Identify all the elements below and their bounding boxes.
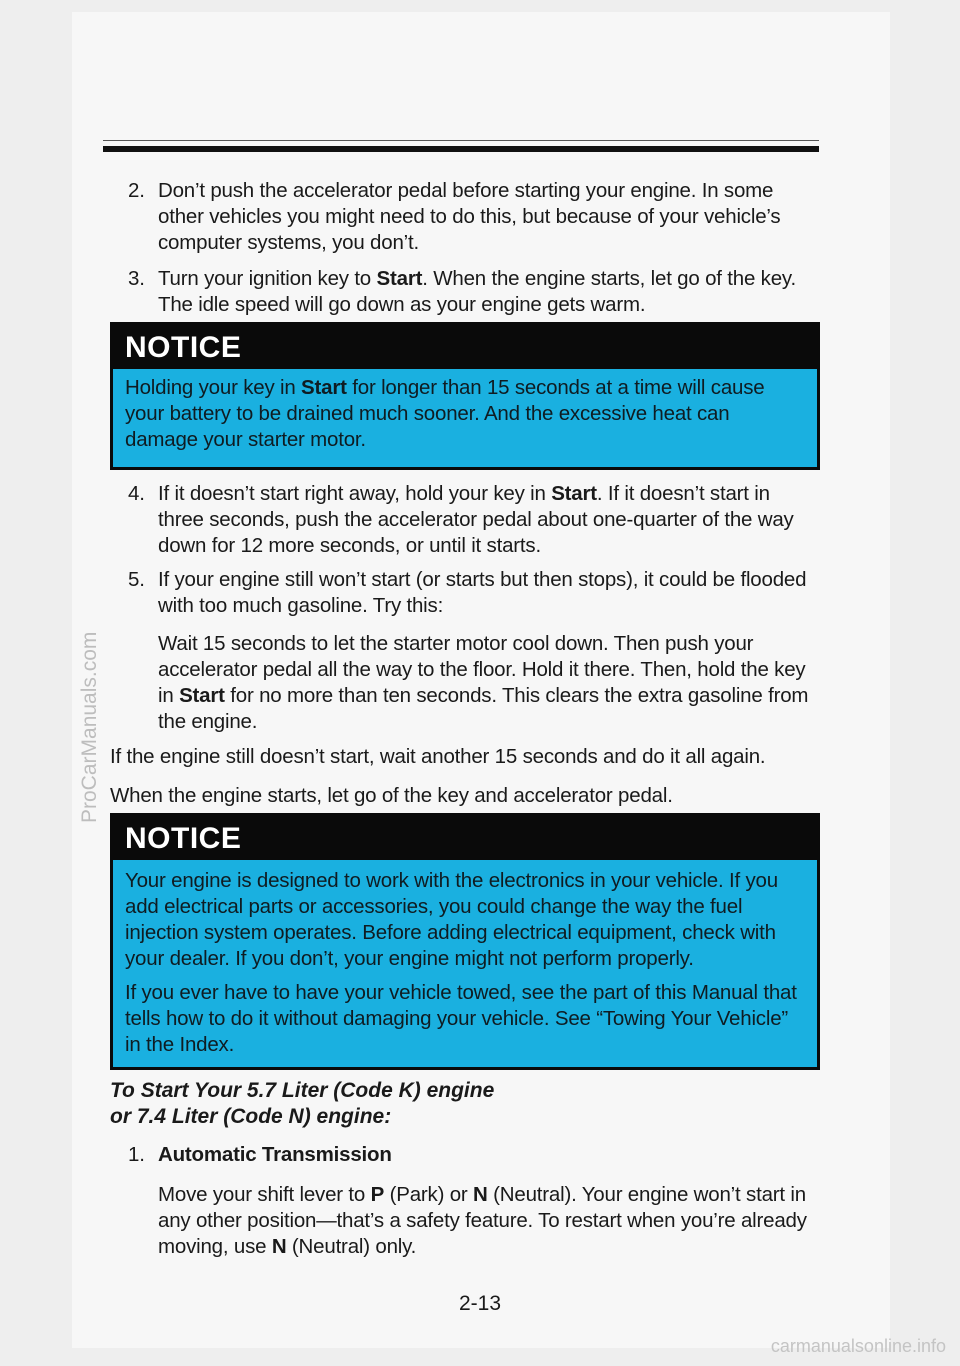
- step-text: Don’t push the accelerator pedal before starting your engine. In some other vehicles you might need to do this, but because of your vehicle’s computer systems, you don’t.: [158, 179, 781, 254]
- notice-title: NOTICE: [113, 816, 817, 860]
- watermark-bottom: carmanualsonline.info: [770, 1336, 946, 1356]
- paragraph-try-again: If the engine still doesn’t start, wait another 15 seconds and do it all again.: [110, 745, 766, 768]
- header-rule: [103, 146, 819, 152]
- section-heading: [110, 1078, 494, 1130]
- paragraph-when-starts: When the engine starts, let go of the key and accelerator pedal.: [110, 784, 673, 807]
- step-text: [158, 481, 818, 559]
- keyword-start: Start: [376, 267, 423, 290]
- step-number: 4.: [128, 482, 145, 505]
- text-run: Wait 15 seconds to let the starter motor cool down. Then push your accelerator pedal all the way to the floor. Hold it there. Then, hold the key in: [158, 632, 806, 707]
- step-title: Automatic Transmission: [158, 1143, 392, 1166]
- keyword-start: Start: [301, 376, 347, 399]
- heading-line: or 7.4 Liter (Code N) engine:: [110, 1105, 392, 1128]
- text-run: (Neutral). Your engine won’t start in any other position—that’s a safety feature. To restart when you’re already moving, use: [158, 1183, 807, 1258]
- step-text: [158, 1182, 818, 1260]
- text-run: If it doesn’t start right away, hold your key in: [158, 482, 552, 505]
- keyword-start: Start: [179, 684, 225, 707]
- notice-box-battery: [110, 322, 820, 470]
- keyword-start: Start: [551, 482, 597, 505]
- notice-body: [113, 369, 817, 459]
- notice-paragraph: Your engine is designed to work with the electronics in your vehicle. If you add electrical parts or accessories, you could change the way the fuel injection system operates. Before adding electrical equipment, check with your dealer. If you don’t, your engine might not perform properly.: [125, 869, 778, 970]
- step-number: 1.: [128, 1143, 145, 1166]
- page-number: 2-13: [458, 1292, 502, 1315]
- step-number: 5.: [128, 568, 145, 591]
- notice-body: [113, 860, 817, 1064]
- step-3: [128, 266, 818, 318]
- step-number: 3.: [128, 267, 145, 290]
- step-5: [128, 567, 818, 735]
- watermark-side: ProCarManuals.com: [78, 631, 101, 823]
- text-run: Turn your ignition key to: [158, 267, 377, 290]
- step-4: [128, 481, 818, 559]
- step-number: 2.: [128, 179, 145, 202]
- text-run: for no more than ten seconds. This clears the extra gasoline from the engine.: [158, 684, 809, 733]
- text-run: for longer than 15 seconds at a time will cause your battery to be drained much sooner. And the excessive heat can damage your starter motor.: [125, 376, 765, 451]
- notice-box-electronics: [110, 813, 820, 1070]
- text-run: . When the engine starts, let go of the key. The idle speed will go down as your engine gets warm.: [158, 267, 796, 316]
- notice-paragraph: If you ever have to have your vehicle towed, see the part of this Manual that tells how to do it without damaging your vehicle. See “Towing Your Vehicle” in the Index.: [125, 981, 797, 1056]
- heading-line: To Start Your 5.7 Liter (Code K) engine: [110, 1079, 495, 1102]
- step-subtext: [158, 631, 818, 735]
- step-text: If your engine still won’t start (or starts but then stops), it could be flooded with too much gasoline. Try this:: [158, 568, 807, 617]
- text-run: (Neutral) only.: [286, 1235, 417, 1258]
- text-run: . If it doesn’t start in three seconds, push the accelerator pedal about one-quarter of the way down for 12 more seconds, or until it starts.: [158, 482, 794, 557]
- step-2: [128, 178, 818, 256]
- text-run: (Park) or: [384, 1183, 474, 1206]
- step-text: [158, 266, 818, 318]
- header-rule-thin: [103, 140, 819, 141]
- keyword-neutral: N: [473, 1183, 488, 1206]
- keyword-neutral: N: [271, 1235, 287, 1258]
- step-automatic-transmission: [128, 1142, 818, 1260]
- text-run: Move your shift lever to: [158, 1183, 371, 1206]
- notice-title: NOTICE: [113, 325, 817, 369]
- text-run: Holding your key in: [125, 376, 302, 399]
- keyword-park: P: [370, 1183, 385, 1206]
